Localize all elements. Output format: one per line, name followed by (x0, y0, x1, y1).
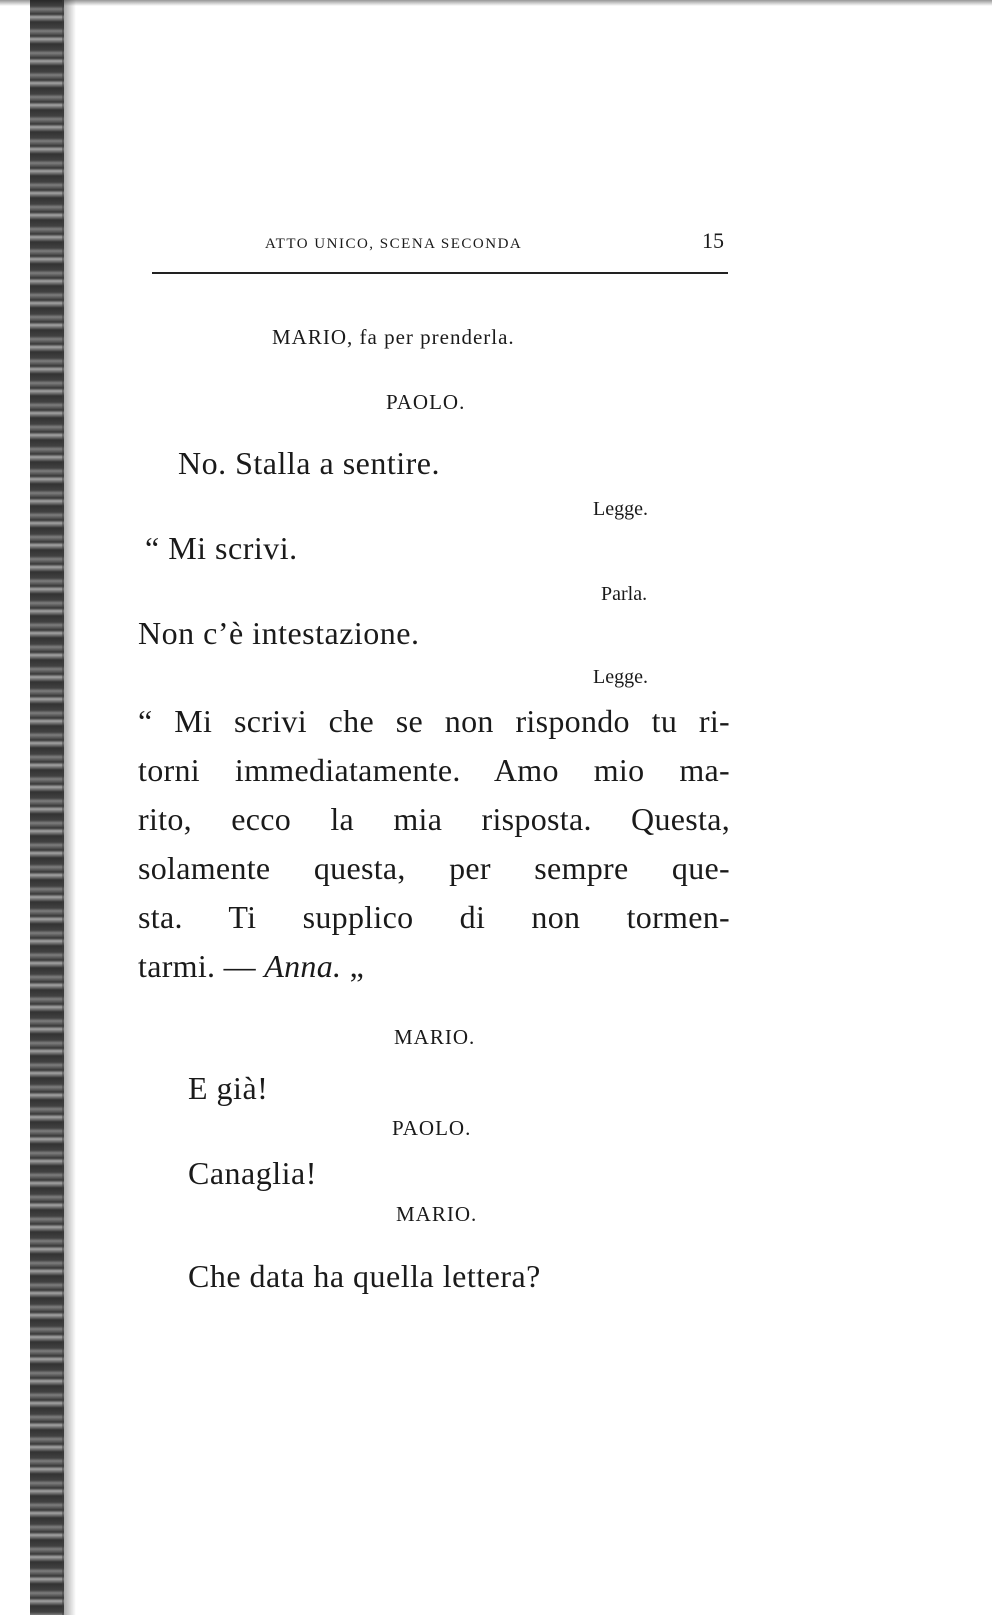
dialogue-line: E già! (188, 1070, 269, 1106)
letter-line: sta. Ti supplico di non tormen- (138, 899, 730, 935)
page-number: 15 (702, 228, 724, 253)
page-top-shadow (0, 0, 992, 6)
dialogue-line: Che data ha quella lettera? (188, 1258, 541, 1294)
speaker-paolo: PAOLO. (386, 390, 466, 414)
dialogue-line: “ Mi scrivi. (145, 530, 298, 566)
letter-close-quote: „ (349, 948, 365, 984)
speaker-paolo: PAOLO. (392, 1116, 472, 1140)
letter-line-last (138, 942, 730, 991)
speaker-mario: MARIO. (394, 1025, 476, 1049)
header-rule (152, 272, 728, 274)
letter-line: “ Mi scrivi che se non rispondo tu ri- (138, 703, 730, 739)
letter-end-text: tarmi. — (138, 948, 256, 984)
dialogue-line: No. Stalla a sentire. (178, 445, 440, 481)
stage-direction: Parla. (601, 583, 648, 605)
letter-line: solamente questa, per sempre que- (138, 850, 730, 886)
letter-line: torni immediatamente. Amo mio ma- (138, 752, 730, 788)
binding-shadow (62, 0, 76, 1615)
dialogue-line: Canaglia! (188, 1155, 317, 1191)
letter-signature: Anna. (264, 948, 342, 984)
stage-direction: Legge. (593, 666, 648, 688)
stage-direction: Legge. (593, 498, 648, 520)
letter-line: rito, ecco la mia risposta. Questa, (138, 801, 730, 837)
dialogue-line: Non c’è intestazione. (138, 615, 420, 651)
binding-edge (30, 0, 64, 1615)
stage-direction-mario: MARIO, fa per prenderla. (272, 325, 515, 349)
running-head: ATTO UNICO, SCENA SECONDA (265, 236, 523, 252)
speaker-mario: MARIO. (396, 1202, 478, 1226)
letter-text (138, 697, 730, 991)
